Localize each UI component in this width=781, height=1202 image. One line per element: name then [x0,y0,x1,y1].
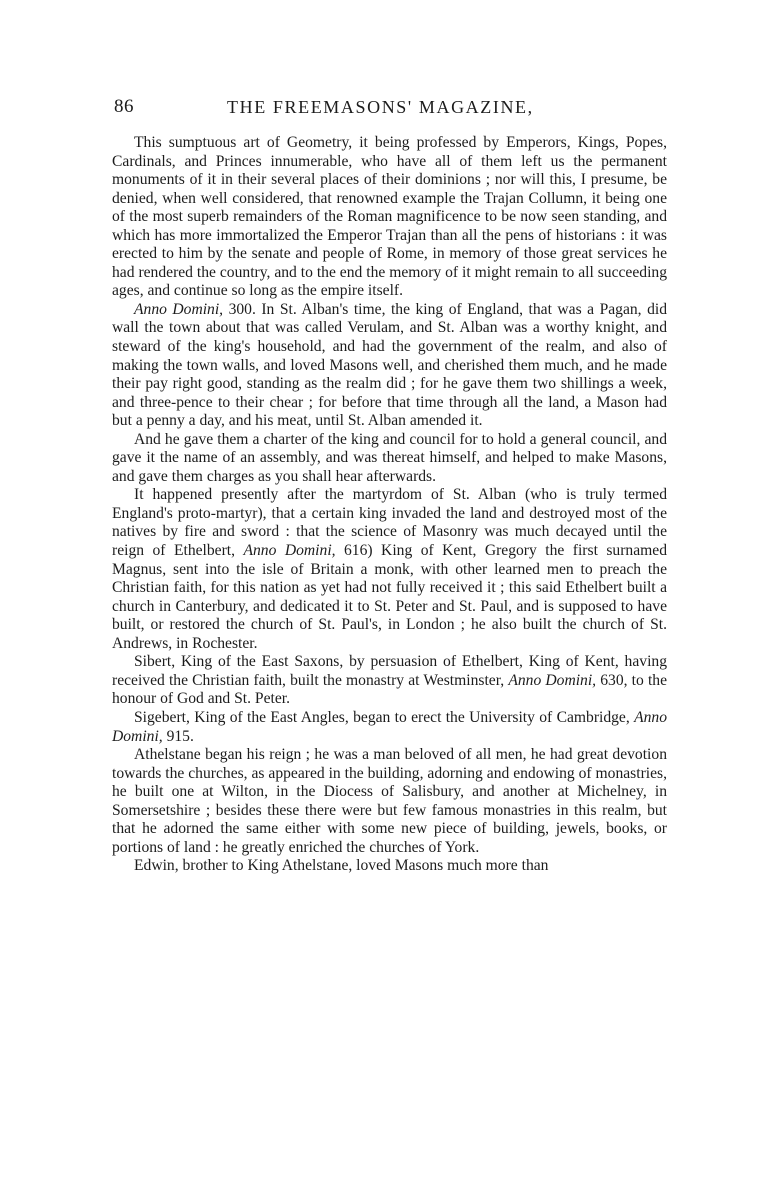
paragraph-geometry [112,134,667,301]
paragraph-athelstane [112,746,667,857]
paragraph-text: Sibert, King of the East Saxons, by persuasion of Ethelbert, King of Kent, having received the Christian faith, built the monastry at Westminster, [112,653,667,689]
paragraph-text: Edwin, brother to King Athelstane, loved Masons much more than [134,857,549,875]
anno-domini-italic: Anno Domini, [508,671,597,689]
paragraph-text: Sigebert, King of the East Angles, began to erect the University of Cambridge, [134,708,635,726]
anno-domini-italic: Anno Domini, [112,708,667,745]
paragraph-text: Athelstane began his reign ; he was a man beloved of all men, he had great devotion towards the churches, as appeared in the building, adorning and endowing of monastries, he built one at Wilton, in the Diocess of Salisbury, and another at Michelney, in Somersetshire ; besides these there were but few famous monastries in this realm, but that he adorned the same either with some new piece of building, jewels, books, or portions of land : he greatly enriched the churches of York. [112,746,667,856]
paragraph-ethelbert [112,486,667,653]
page [112,96,667,876]
paragraph-text: 300. In St. Alban's time, the king of England, that was a Pagan, did wall the town about that was called Verulam, and St. Alban was a worthy knight, and steward of the king's household, and had the government of the realm, and also of making the town walls, and loved Masons well, and cherished them much, and he made their pay right good, standing as the realm did ; for he gave them two shillings a week, and three-pence to their chear ; for before that time through all the land, a Mason had but a penny a day, and his meat, until St. Alban amended it. [112,300,667,430]
paragraph-st-alban [112,301,667,431]
paragraph-charter [112,431,667,487]
paragraph-text: 630, to the honour of God and St. Peter. [112,671,667,708]
paragraph-text: It happened presently after the martyrdom of St. Alban (who is truly termed England's proto-martyr), that a certain king invaded the land and destroyed most of the natives by fire and sword : that the science of Masonry was much decayed until the reign of Ethelbert, [112,486,667,560]
paragraph-text: 915. [162,727,194,745]
paragraph-text: And he gave them a charter of the king and council for to hold a general council, and gave it the name of an assembly, and was thereat himself, and helped to make Masons, and gave them charges as you shall hear afterwards. [112,430,667,485]
paragraph-text: This sumptuous art of Geometry, it being professed by Emperors, Kings, Popes, Cardinals, and Princes innumerable, who have all of them left us the permanent monuments of it in their several places of their dominions ; nor will this, I presume, be denied, when well considered, that renowned example the Trajan Collumn, it being one of the most superb remainders of the Roman magnificence to be now seen standing, and which has more immortalized the Emperor Trajan than all the pens of historians : it was erected to him by the senate and people of Rome, in memory of those great services he had rendered the country, and to the end the memory of it might remain to all succeeding ages, and continue so long as the empire itself. [112,134,667,300]
paragraph-sigebert [112,709,667,746]
paragraph-sibert [112,653,667,709]
anno-domini-italic: Anno Domini, [243,542,336,560]
paragraph-edwin [112,857,667,876]
running-head [112,96,667,126]
article-body [112,134,667,876]
paragraph-text: 616) King of Kent, Gregory the first surnamed Magnus, sent into the isle of Britain a monk, with other learned men to preach the Christian faith, for this nation as yet had not fully received it ; this said Ethelbert built a church in Canterbury, and dedicated it to St. Peter and St. Paul, and is supposed to have built, or restored the church of St. Paul's, in London ; he also built the church of St. Andrews, in Rochester. [112,542,667,652]
page-number: 86 [114,96,134,117]
anno-domini-italic: Anno Domini, [134,300,224,318]
running-title: THE FREEMASONS' MAGAZINE, [227,97,534,117]
